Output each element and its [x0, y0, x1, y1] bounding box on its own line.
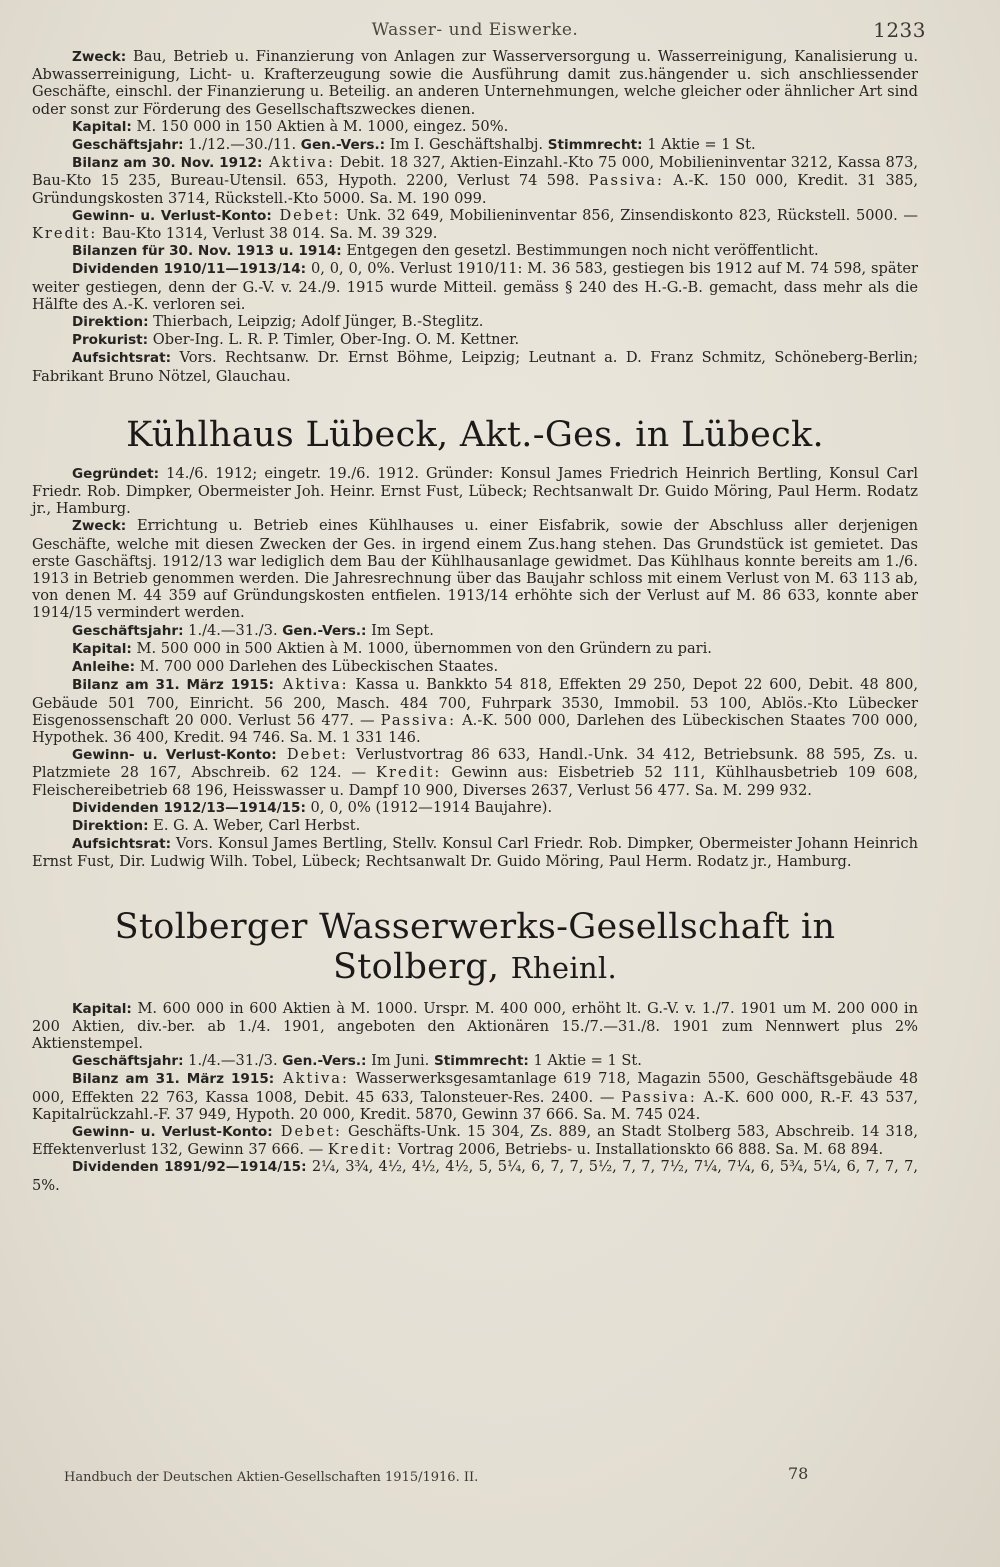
credit-label: Kredit: [32, 225, 98, 243]
fiscal-year-label: Geschäftsjahr: [72, 622, 184, 639]
assets-text: Debit. 18 327, Aktien-Einzahl.-Kto 75 000, Mobilieninventar 3212, Kassa 873, Bau-Kto 15 235, Bureau-Utensil. 653, Hypoth. 2200, Verlust 74 598. [32, 154, 918, 190]
fiscal-year-label: Geschäftsjahr: [72, 1053, 184, 1070]
founded-paragraph [32, 465, 918, 518]
debit-text: Geschäfts-Unk. 15 304, Zs. 889, an Stadt Stolberg 583, Abschreib. 14 318, Effektenverlust 132, Gewinn 37 666. — [32, 1122, 918, 1159]
capital-text: M. 500 000 in 500 Aktien à M. 1000, übernommen von den Gründern zu pari. [131, 639, 712, 657]
liabilities-label: Passiva: [380, 711, 457, 729]
debit-label: Debet: [271, 206, 341, 224]
management-label: Direktion: [72, 817, 149, 834]
liabilities-text: A.-K. 600 000, R.-F. 43 537, Kapitalrückzahl.-F. 37 949, Hypoth. 20 000, Kredit. 5870, Gewinn 37 666. Sa. M. 745 024. [32, 1088, 918, 1123]
profit-loss-paragraph [32, 1123, 918, 1158]
profit-loss-paragraph [32, 207, 918, 242]
procurator-text: Ober-Ing. L. R. P. Timler, Ober-Ing. O. M. Kettner. [148, 331, 520, 349]
company-title: Kühlhaus Lübeck, Akt.-Ges. in Lübeck. [126, 414, 824, 455]
fiscal-year-paragraph [32, 1052, 918, 1070]
voting-right-text: 1 Aktie = 1 St. [642, 136, 756, 154]
dividends-paragraph [32, 260, 918, 313]
liabilities-text: A.-K. 150 000, Kredit. 31 385, Gründungskosten 3714, Rückstell.-Kto 5000. Sa. M. 190 099. [32, 172, 918, 207]
voting-right-label: Stimmrecht: [433, 1053, 529, 1070]
purpose-paragraph [32, 517, 918, 621]
supervisory-board-paragraph [32, 349, 918, 384]
general-meeting-label: Gen.-Vers.: [300, 137, 386, 154]
procurator-paragraph [32, 331, 918, 349]
dividends-label: Dividenden 1891/92—1914/15: [72, 1159, 307, 1176]
loan-label: Anleihe: [72, 659, 136, 676]
capital-paragraph [32, 640, 918, 658]
running-title: Wasser- und Eiswerke. [371, 20, 579, 40]
capital-label: Kapital: [72, 118, 132, 135]
liabilities-label: Passiva: [588, 172, 664, 190]
general-meeting-label: Gen.-Vers.: [282, 622, 367, 639]
purpose-label: Zweck: [72, 49, 127, 65]
balance-label: Bilanz am 30. Nov. 1912: [72, 155, 263, 172]
debit-label: Debet: [276, 746, 348, 764]
company-title-suffix: Rheinl. [510, 950, 618, 985]
management-text: E. G. A. Weber, Carl Herbst. [148, 816, 361, 834]
supervisory-board-text: Vors. Konsul James Bertling, Stellv. Konsul Carl Friedr. Rob. Dimpker, Obermeister Johann Heinrich Ernst Fust, Dir. Ludwig Wilh. Tobel, Lübeck; Rechtsanwalt Dr. Guido Möring, Paul Herm. Rodatz jr., Hamburg. [32, 835, 918, 871]
management-text: Thierbach, Leipzig; Adolf Jünger, B.-Steglitz. [148, 313, 484, 331]
purpose-text: Errichtung u. Betrieb eines Kühlhauses u. einer Eisfabrik, sowie der Abschluss aller derjenigen Geschäfte, welche mit diesen Zwecken der Ges. in irgend einem Zus.hang stehen. Das Grundstück ist gemietet. Das erste Gaschäftsj. 1912/13 war lediglich dem Bau der Kühlhausanlage gewidmet. Das Kühlhaus konnte bereits am 1./6. 1913 in Betrieb genommen werden. Die Jahresrechnung über das Baujahr schloss mit einem Verlust von M. 63 113 ab, von denen M. 44 359 auf Gründungskosten entfielen. 1913/14 erhöhte sich der Verlust auf M. 86 633, konnte aber 1914/15 vermindert werden. [32, 517, 918, 622]
balance-paragraph [32, 154, 918, 207]
page-number: 1233 [873, 18, 926, 42]
dividends-label: Dividenden 1910/11—1913/14: [72, 261, 307, 278]
capital-text: M. 600 000 in 600 Aktien à M. 1000. Urspr. M. 400 000, erhöht lt. G.-V. v. 1./7. 1901 um M. 200 000 in 200 Aktien, div.-ber. ab 1./4. 1901, angeboten den Aktionären 15./7.—31./8. 1901 zum Nennwert plus 2% Aktienstempel. [32, 999, 918, 1052]
supervisory-board-label: Aufsichtsrat: [72, 836, 171, 853]
company-title [32, 907, 918, 988]
balance-label: Bilanz am 31. März 1915: [72, 1071, 275, 1088]
management-paragraph [32, 313, 918, 331]
voting-right-text: 1 Aktie = 1 St. [528, 1052, 642, 1070]
liabilities-label: Passiva: [621, 1088, 697, 1106]
profit-loss-label: Gewinn- u. Verlust-Konto: [72, 1123, 273, 1140]
balances-note-text: Entgegen den gesetzl. Bestimmungen noch nicht veröffentlicht. [341, 242, 819, 260]
procurator-label: Prokurist: [72, 332, 149, 349]
assets-text: Kassa u. Bankkto 54 818, Effekten 29 250, Depot 22 600, Debit. 48 800, Gebäude 501 700, Einricht. 56 200, Masch. 484 700, Fuhrpark 3530, Immobil. 53 100, Ablös.-Kto Lübecker Eisgenossenschaft 20 000. Verlust 56 477. — [32, 676, 918, 729]
credit-text: Gewinn aus: Eisbetrieb 52 111, Kühlhausbetrieb 109 608, Fleischereibetrieb 68 196, Heisswasser u. Dampf 10 900, Diverses 2637, Verlust 56 477. Sa. M. 299 932. [32, 764, 918, 799]
general-meeting-text: Im Sept. [366, 621, 434, 639]
purpose-paragraph [32, 48, 918, 118]
assets-label: Aktiva: [274, 1070, 349, 1088]
supervisory-board-text: Vors. Rechtsanw. Dr. Ernst Böhme, Leipzig; Leutnant a. D. Franz Schmitz, Schöneberg-Berlin; Fabrikant Bruno Nötzel, Glauchau. [32, 349, 918, 385]
sheet-number: 78 [788, 1464, 809, 1483]
assets-text: Wasserwerksgesamtanlage 619 718, Magazin 5500, Geschäftsgebäude 48 000, Effekten 22 763, Kassa 1008, Debit. 45 633, Talonsteuer-Res. 2400. — [32, 1070, 918, 1106]
founded-label: Gegründet: [72, 465, 160, 482]
capital-text: M. 150 000 in 150 Aktien à M. 1000, eingez. 50%. [131, 117, 509, 135]
entry-continuation [32, 48, 918, 385]
purpose-text: Bau, Betrieb u. Finanzierung von Anlagen zur Wasserversorgung u. Wasserreinigung, Kanalisierung u. Abwasserreinigung, Licht- u. Krafterzeugung sowie die Ausführung damit zus.hängender u. sich anschliessender Geschäfte, einschl. der Finanzierung u. Beteilig. an anderen Unternehmungen, welche gleicher oder ähnlicher Art sind oder sonst zur Förderung des Gesellschaftszweckes dienen. [32, 48, 918, 118]
fiscal-year-text: 1./4.—31./3. [183, 1052, 283, 1070]
entry-stolberger-wasserwerks [32, 907, 918, 1194]
dividends-text: 0, 0, 0% (1912—1914 Baujahre). [305, 798, 553, 816]
fiscal-year-paragraph [32, 136, 918, 154]
capital-paragraph [32, 1000, 918, 1053]
balances-note-label: Bilanzen für 30. Nov. 1913 u. 1914: [72, 243, 342, 260]
assets-label: Aktiva: [262, 154, 336, 172]
profit-loss-paragraph [32, 746, 918, 799]
dividends-paragraph [32, 799, 918, 817]
dividends-text: 0, 0, 0, 0%. Verlust 1910/11: M. 36 583, gestiegen bis 1912 auf M. 74 598, später weiter gestiegen, denn der G.-V. v. 24./9. 1915 wurde Mitteil. gemäss § 240 des H.-G.-B. gemacht, dass mehr als die Hälfte des A.-K. verloren sei. [32, 260, 918, 313]
general-meeting-text: Im I. Geschäftshalbj. [385, 136, 548, 154]
debit-text: Verlustvortrag 86 633, Handl.-Unk. 34 412, Betriebsunk. 88 595, Zs. u. Platzmiete 28 167, Abschreib. 62 124. — [32, 746, 918, 782]
debit-text: Unk. 32 649, Mobilieninventar 856, Zinsendiskonto 823, Rückstell. 5000. — [340, 206, 918, 224]
capital-label: Kapital: [72, 640, 132, 657]
balance-label: Bilanz am 31. März 1915: [72, 677, 274, 694]
publication-title: Handbuch der Deutschen Aktien-Gesellschaften 1915/1916. II. [64, 1470, 479, 1485]
fiscal-year-paragraph [32, 622, 918, 640]
fiscal-year-text: 1./12.—30./11. [183, 136, 301, 154]
credit-text: Bau-Kto 1314, Verlust 38 014. Sa. M. 39 329. [97, 225, 438, 243]
balance-paragraph [32, 676, 918, 746]
general-meeting-label: Gen.-Vers.: [282, 1053, 367, 1070]
founded-text: 14./6. 1912; eingetr. 19./6. 1912. Gründer: Konsul James Friedrich Heinrich Bertling, Konsul Carl Friedr. Rob. Dimpker, Obermeister Joh. Heinr. Ernst Fust, Lübeck; Rechtsanwalt Dr. Guido Möring, Paul Herm. Rodatz jr., Hamburg. [32, 464, 918, 518]
supervisory-board-label: Aufsichtsrat: [72, 350, 171, 367]
loan-paragraph [32, 658, 918, 676]
debit-label: Debet: [272, 1122, 342, 1140]
dividends-label: Dividenden 1912/13—1914/15: [72, 799, 306, 816]
management-paragraph [32, 817, 918, 835]
credit-label: Kredit: [327, 1141, 394, 1159]
capital-paragraph [32, 118, 918, 136]
liabilities-text: A.-K. 500 000, Darlehen des Lübeckischen Staates 700 000, Hypothek. 36 400, Kredit. 94 746. Sa. M. 1 331 146. [32, 711, 918, 746]
balances-note-paragraph [32, 242, 918, 260]
entry-kuehlhaus-luebeck [32, 415, 918, 871]
management-label: Direktion: [72, 314, 149, 331]
dividends-text: 2¼, 3¾, 4½, 4½, 4½, 5, 5¼, 6, 7, 7, 5½, 7, 7, 7½, 7¼, 7¼, 6, 5¾, 5¼, 6, 7, 7, 7, 5%. [32, 1158, 918, 1194]
supervisory-board-paragraph [32, 835, 918, 870]
profit-loss-label: Gewinn- u. Verlust-Konto: [72, 207, 272, 224]
dividends-paragraph [32, 1158, 918, 1193]
assets-label: Aktiva: [274, 676, 349, 694]
fiscal-year-label: Geschäftsjahr: [72, 137, 184, 154]
running-head [32, 14, 926, 48]
balance-paragraph [32, 1070, 918, 1123]
company-title-main: Stolberger Wasserwerks-Gesellschaft in Stolberg, [114, 906, 836, 987]
voting-right-label: Stimmrecht: [547, 137, 643, 154]
profit-loss-label: Gewinn- u. Verlust-Konto: [72, 747, 277, 764]
credit-text: Vortrag 2006, Betriebs- u. Installationskto 66 888. Sa. M. 68 894. [393, 1141, 884, 1159]
fiscal-year-text: 1./4.—31./3. [183, 621, 283, 639]
purpose-label: Zweck: [72, 518, 127, 535]
loan-text: M. 700 000 Darlehen des Lübeckischen Staates. [135, 658, 499, 676]
general-meeting-text: Im Juni. [366, 1052, 434, 1070]
credit-label: Kredit: [376, 764, 442, 782]
capital-label: Kapital: [72, 1000, 132, 1017]
